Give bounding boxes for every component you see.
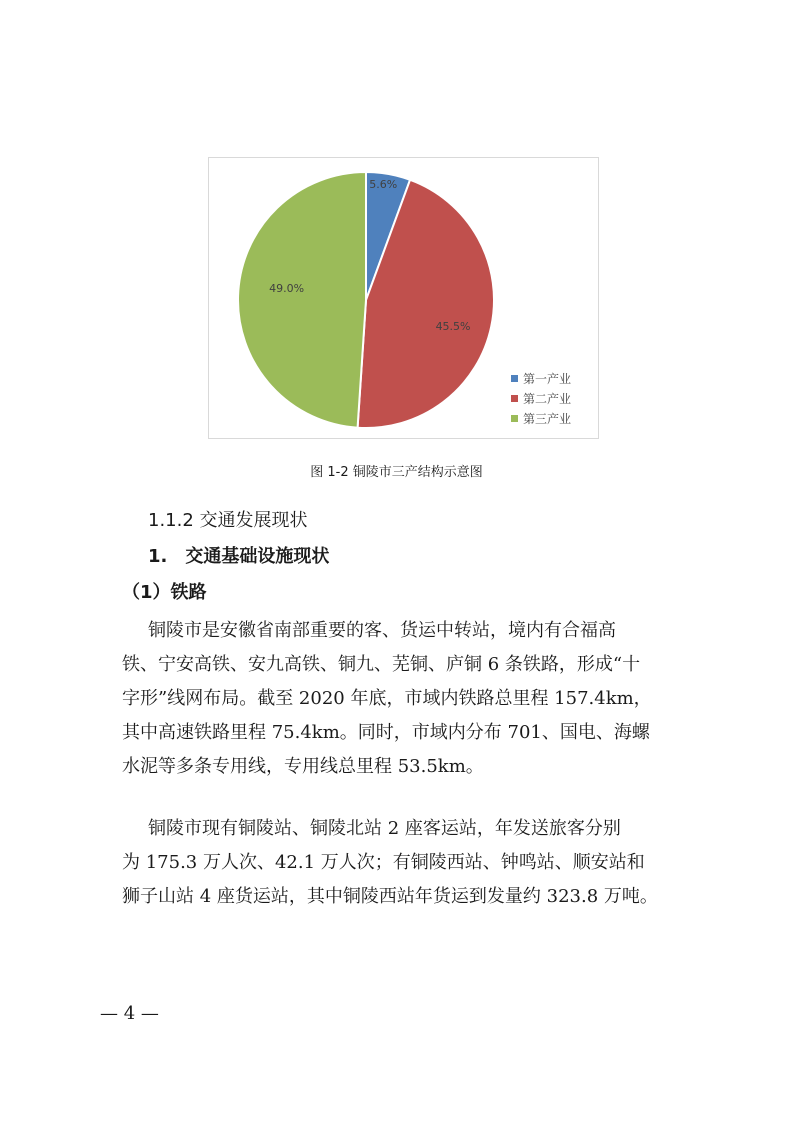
paragraph-line: 狮子山站 4 座货运站，其中铜陵西站年货运到发量约 323.8 万吨。 (122, 886, 658, 907)
pie-chart (208, 157, 599, 439)
paragraph-line: 其中高速铁路里程 75.4km。同时，市域内分布 701、国电、海螺 (122, 722, 650, 743)
slice-tertiary (238, 172, 366, 428)
paragraph-line: 铜陵市是安徽省南部重要的客、货运中转站，境内有合福高 (148, 620, 616, 641)
data-label-secondary: 45.5% (435, 320, 471, 333)
paragraph-line: 水泥等多条专用线，专用线总里程 53.5km。 (122, 756, 484, 777)
legend-item-secondary (511, 388, 571, 408)
section-heading: 1.1.2 交通发展现状 (148, 510, 308, 531)
legend-label-primary: 第一产业 (523, 371, 572, 386)
chart-legend (511, 368, 571, 428)
legend-swatch-primary (511, 375, 518, 382)
sub-sub-heading: （1）铁路 (122, 582, 207, 603)
legend-item-primary (511, 368, 571, 388)
paragraph-line: 为 175.3 万人次、42.1 万人次；有铜陵西站、钟鸣站、顺安站和 (122, 852, 645, 873)
legend-swatch-tertiary (511, 415, 518, 422)
legend-item-tertiary (511, 408, 571, 428)
paragraph-railway-network (122, 614, 684, 784)
paragraph-line: 铜陵市现有铜陵站、铜陵北站 2 座客运站，年发送旅客分别 (148, 818, 621, 839)
legend-swatch-secondary (511, 395, 518, 402)
sub-heading: 1. 交通基础设施现状 (148, 546, 330, 567)
legend-label-secondary: 第二产业 (523, 391, 572, 406)
figure-caption: 图 1-2 铜陵市三产结构示意图 (310, 465, 483, 480)
paragraph-line: 字形”线网布局。截至 2020 年底，市域内铁路总里程 157.4km， (122, 688, 652, 709)
legend-label-tertiary: 第三产业 (523, 411, 572, 426)
data-label-primary: 5.6% (369, 178, 398, 191)
paragraph-line: 铁、宁安高铁、安九高铁、铜九、芜铜、庐铜 6 条铁路，形成“十 (122, 654, 641, 675)
page-number: — 4 — (100, 1003, 159, 1024)
data-label-tertiary: 49.0% (269, 282, 305, 295)
paragraph-stations (122, 812, 684, 914)
